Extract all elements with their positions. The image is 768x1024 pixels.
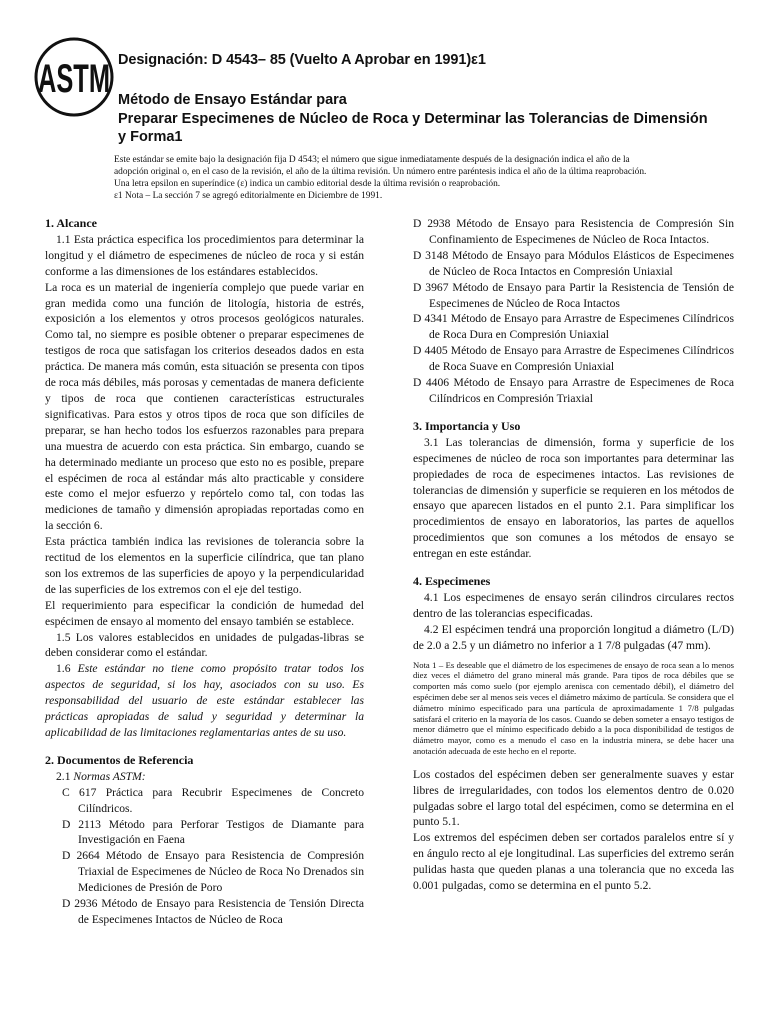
note-1: Nota 1 – Es deseable que el diámetro de los especimenes de ensayo de roca sean a lo menos diez veces el diámetro del grano mineral más grande. Para tipos de roca débiles que se comporten más como suelo (por ejemplo arenisca con cementado débil), el diámetro del espécimen debe ser al menos seis veces el diámetro máximo de partícula. Se considera que el diámetro mínimo especificado para una partícula de aproximadamente 1 7/8 pulgadas satisfará el criterio en la mayoría de los casos. Cuando se deben someter a ensayo testigos de menor diámetro que el mínimo especificado debido a la poca disponibilidad de testigos de diámetro mayor, como es a menudo el caso en la industria minera, se debe hacer una anotación adecuada de este hecho en el reporte. [413,659,734,756]
paragraph-tolerance: Esta práctica también indica las revisiones de tolerancia sobre la rectitud de los elementos en la superficie cilíndrica, que tan plano son los extremos de las superficies de apoyo y la perpendicularidad de las superficies de los extremos con el eje del testigo. [45,535,364,596]
reference-item: C 617 Práctica para Recubrir Especimenes de Concreto Cilíndricos. [62,785,364,815]
reference-item: D 4406 Método de Ensayo para Arrastre de Especimenes de Roca Cilíndricos en Compresión Triaxial [413,376,734,405]
paragraph-3-1: 3.1 Las tolerancias de dimensión, forma y superficie de los especimenes de núcleo de roca son importantes para determinar las propiedades de roca de especimenes intactos. Las revisiones de tolerancias de dimensión y superficie se requieren en los métodos de ensayo que aparecen listados en el punto 2.1. Para simplificar los procedimientos de ensayo en laboratorios, las partes de aquellos procedimientos que son comunes a los métodos de ensayo se entregan en este estándar. [413,435,734,561]
reference-item: D 3967 Método de Ensayo para Partir la Resistencia de Tensión de Especimenes de Núcleo de Roca Intactos [413,280,734,310]
reference-item: D 2938 Método de Ensayo para Resistencia de Compresión Sin Confinamiento de Especimenes de Núcleo de Roca Intactos. [413,217,734,246]
paragraph-humidity: El requerimiento para especificar la condición de humedad del espécimen de ensayo al momento del ensayo también se establece. [45,598,364,628]
standards-number: 2.1 [56,769,74,783]
preamble-line-3: Una letra epsilon en superíndice (ε) indica un cambio editorial desde la última revisión o reaprobación. [114,179,501,189]
section-heading-documentos: 2. Documentos de Referencia [45,752,194,767]
paragraph-ends: Los extremos del espécimen deben ser cortados paralelos entre sí y en ángulo recto al eje longitudinal. Las superficies del extremo serán pulidas hasta que queden planas a una tolerancia que no exceda las 0.001 pulgadas, como se determina en el punto 5.2. [413,831,734,893]
preamble-line-1: Este estándar se emite bajo la designación fija D 4543; el número que sigue inmediatamente después de la designación indica el año de la [114,155,630,165]
paragraph-4-1: 4.1 Los especimenes de ensayo serán cilindros circulares rectos dentro de las tolerancias especificadas. [413,590,734,620]
preamble-line-2: adopción original o, en el caso de la revisión, el año de la última revisión. Un número entre paréntesis indica el año de la última reaprobación. [114,167,647,177]
astm-logo-text: ASTM [38,57,110,101]
title-line-1: Método de Ensayo Estándar para [118,92,347,108]
paragraph-1-6-text: Este estándar no tiene como propósito tratar todos los aspectos de seguridad, si los hay, asociados con su uso. Es responsabilidad del usuario de este estándar establecer las prácticas apropiadas de salud y seguridad y determinar la aplicabilidad de las limitaciones reglamentarias antes de su uso. [45,662,364,739]
section-heading-importancia: 3. Importancia y Uso [413,418,521,433]
astm-standards-label [45,769,364,785]
reference-item: D 2936 Método de Ensayo para Resistencia de Tensión Directa de Especimenes Intactos de Núcleo de Roca [62,897,364,926]
paragraph-4-2: 4.2 El espécimen tendrá una proporción longitud a diámetro (L/D) de 2.0 a 2.5 y un diámetro no inferior a 1 7/8 pulgadas (47 mm). [413,622,734,652]
paragraph-1-6-number: 1.6 [56,662,78,676]
reference-item: D 4405 Método de Ensayo para Arrastre de Especimenes Cilíndricos de Roca Suave en Compresión Uniaxial [413,344,734,374]
paragraph-1-1: 1.1 Esta práctica especifica los procedimientos para determinar la longitud y el diámetro de especimenes de núcleo de roca y si están conforme a las dimensiones de los estándares establecidos. [45,232,364,278]
paragraph-sides: Los costados del espécimen deben ser generalmente suaves y estar libres de irregularidades, con todos los elementos dentro de 0.020 pulgadas sobre el largo total del espécimen, como se determina en el punto 5.1. [413,767,734,829]
section-heading-especimenes: 4. Especimenes [413,574,491,589]
preamble-line-4: ε1 Nota – La sección 7 se agregó editorialmente en Diciembre de 1991. [114,191,383,201]
reference-item: D 2664 Método de Ensayo para Resistencia de Compresión Triaxial de Especimenes de Núcleo de Roca No Drenados sin Mediciones de Presión de Poro [62,849,364,895]
paragraph-rock: La roca es un material de ingeniería complejo que puede variar en gran medida como una función de litología, historia de estrés, exposición a los elementos y otros procesos geológicos naturales. Como tal, no siempre es posible obtener o preparar especimenes de testigos de roca que satisfagan los criterios deseados dados en esta práctica. De manera más común, esta situación se presenta con tipos de roca más débiles, más porosas y cementadas de manera deficiente y tipos de roca que contienen características estructurales significativas. Para estos y otros tipos de roca que son difíciles de preparar, se han hecho todos los esfuerzos razonables para prepara una muestra de acuerdo con esta práctica. Sin embargo, cuando se ha determinado mediante un proceso que esto no es posible, prepare el espécimen de roca al estándar más alto practicable y considere este como el mejor esfuerzo y repórtelo como tal, con todas las mediciones de tamaño y dimensión apropiadas reportadas como en la sección 6. [45,280,365,533]
right-column [413,216,734,894]
designation: Designación: D 4543– 85 (Vuelto A Aprobar en 1991)ε1 [118,52,486,68]
paragraph-1-5: 1.5 Los valores establecidos en unidades de pulgadas-libras se deben considerar como el estándar. [45,630,364,660]
left-column [45,216,364,928]
preamble [114,154,729,202]
reference-item: D 2113 Método para Perforar Testigos de Diamante para Investigación en Faena [62,817,364,847]
reference-item: D 3148 Método de Ensayo para Módulos Elásticos de Especimenes de Núcleo de Roca Intactos en Compresión Uniaxial [413,248,734,278]
standards-label: Normas ASTM: [73,769,146,783]
paragraph-1-6 [45,661,364,741]
section-heading-alcance: 1. Alcance [45,216,97,230]
title-line-2: Preparar Especimenes de Núcleo de Roca y Determinar las Tolerancias de Dimensión [118,110,708,127]
astm-logo [33,36,115,118]
title-line-3: y Forma1 [118,129,183,145]
reference-item: D 4341 Método de Ensayo para Arrastre de Especimenes Cilíndricos de Roca Dura en Compresión Uniaxial [413,312,734,342]
document-title [118,91,748,147]
